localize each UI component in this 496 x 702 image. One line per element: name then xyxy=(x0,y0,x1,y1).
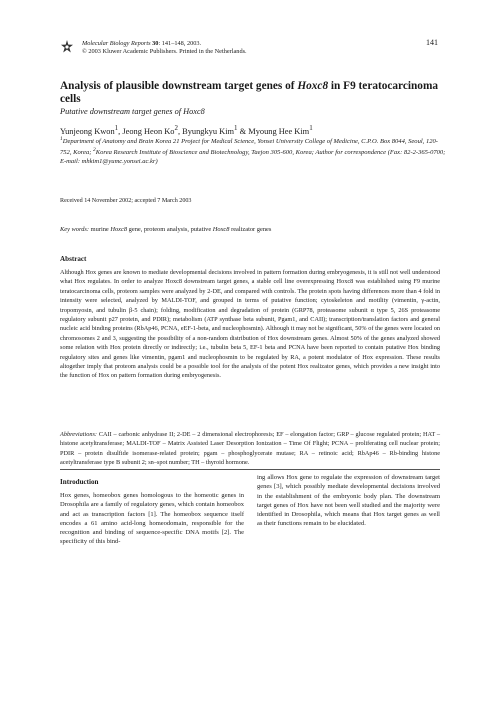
title-gene: Hoxc8 xyxy=(297,80,329,92)
keywords-line xyxy=(60,226,271,233)
journal-name: Molecular Biology Reports xyxy=(82,40,151,47)
author-affiliations xyxy=(60,135,448,166)
journal-pages: : 141–148, 2003. xyxy=(158,40,202,47)
author-affiliation-mark: 1 xyxy=(234,124,238,132)
keywords-text: realizator genes xyxy=(229,226,272,233)
journal-citation xyxy=(82,40,247,56)
article-subtitle: Putative downstream target genes of Hoxc8 xyxy=(60,107,205,116)
abbreviations-paragraph xyxy=(60,430,440,468)
received-date: Received 14 November 2002; accepted 7 March 2003 xyxy=(60,198,192,204)
keywords-text: murine xyxy=(89,226,111,233)
author-affiliation-mark: 2 xyxy=(174,124,178,132)
title-part1: Analysis of plausible downstream target genes of xyxy=(60,80,298,92)
author-name: Myoung Hee Kim xyxy=(248,126,310,136)
affiliation-mark: 2 xyxy=(93,147,96,154)
author-separator: , xyxy=(118,126,123,136)
keywords-gene: Hoxc8 xyxy=(110,226,128,233)
page-number: 141 xyxy=(426,38,438,47)
journal-volume: 30 xyxy=(152,40,159,47)
author-affiliation-mark: 1 xyxy=(114,124,119,132)
title-part2: in F9 teratocarcinoma cells xyxy=(60,80,439,105)
introduction-left-column: Hox genes, homeobox genes homologous to the homeotic genes in Drosophila are a family of regulatory genes, which contain homeobox and act as transcription factors [1]. The homeobox sequence itself encodes a 61 amino acid-long homeodomain, responsible for the recognition and binding of sequence-specific DNA motifs [2]. The specificity of this bind- xyxy=(60,492,244,546)
keywords-gene: Hoxc8 xyxy=(212,226,230,233)
introduction-heading: Introduction xyxy=(60,478,99,486)
author-name: Jeong Heon Ko xyxy=(122,126,175,136)
copyright-line: © 2003 Kluwer Academic Publishers. Printed in the Netherlands. xyxy=(82,48,247,55)
author-separator: & xyxy=(237,126,249,136)
abbreviations-label: Abbreviations: xyxy=(60,431,98,438)
author-name: Byungkyu Kim xyxy=(182,126,235,136)
section-divider xyxy=(60,469,440,470)
introduction-right-column: ing allows Hox gene to regulate the expression of downstream target genes [3], which possibly mediate developmental decisions involved in the establishment of the embryonic body plan. The downstream target genes of Hox have not been well studied and the majority were identified in Drosophila, which means that Hox target genes as well as their functions remain to be elucidated. xyxy=(257,474,440,528)
publisher-logo-icon xyxy=(60,40,74,54)
affiliation-text: Department of Anatomy and Brain Korea 21 Project for Medical Science, Yonsei University College of Medicine, C.P.O. Box 8044, Seoul, 120-752, Korea; xyxy=(60,138,438,157)
author-separator: , xyxy=(177,126,183,136)
author-name: Yunjeong Kwon xyxy=(60,126,115,136)
keywords-label: Key words: xyxy=(60,226,90,233)
affiliation-text: Korea Research Institute of Bioscience and Biotechnology, Taejon 305-600, Korea; Author for correspondence (Fax: 82-2-365-0700; E-mail: mhkim1@yumc.yonsei.ac.kr) xyxy=(60,149,446,166)
author-affiliation-mark: 1 xyxy=(309,124,313,132)
abstract-body: Although Hox genes are known to mediate developmental decisions involved in pattern formation during embryogenesis, it is still not well understood what Hox regulates. In order to analyze Hoxc8 downstream target genes, a stable cell line overexpressing Hoxc8 was established using F9 murine teratocarcinoma cells, proteom samples were analyzed by 2-DE, and compared with controls. The protein spots having differences more than 4 fold in intensity were selected, analyzed by MALDI-TOF, and grouped in terms of putative function; cytoskeleton and motility (vimentin, γ-actin, tropomyosin, and tubulin β-5 chain); folding, modification and degradation of protein (GRP78, proteasome subunit α type 5, 26S proteasome regulatory subunit p27 protein, and PDIR); metabolism (ATP synthase beta subunit, Pgam1, and CAII); transcription/translation factors and general nucleic acid binding proteins (RbAp46, PCNA, eEF-1-beta, and nucleophosmin). Although it may not be significant, 50% of the genes were located on chromosomes 2 and 3, suggesting the possibility of a non-random distribution of Hox downstream genes. Almost 50% of the genes analyzed showed some relation with Hox protein directly or indirectly; i.e., tubulin beta 5, EF-1 beta and PCNA have been reported to contain putative Hox binding regulatory sites and genes like vimentin, pgam1 and nucleophosmin to be regulated by RA, a potent modulator of Hox expression. These results altogether imply that proteom analysis could be a possible tool for the analysis of the potent Hox realizator genes, which provides a new insight into the function of Hox on pattern formation during embryogenesis. xyxy=(60,269,440,380)
keywords-text: gene, proteom analysis, putative xyxy=(127,226,213,233)
article-title xyxy=(60,80,440,106)
abstract-heading: Abstract xyxy=(60,255,87,263)
affiliation-mark: 1 xyxy=(60,136,63,142)
abbreviations-text: CAII – carbonic anhydrase II; 2-DE – 2 dimensional electrophoresis; EF – elongation factor; GRP – glucose regulated protein; HAT – histone acetyltransferase; MALDI-TOF – Matrix Assisted Laser Desorption Ionization – Time Of Flight; PCNA – proliferating cell nuclear protein; PDIR – protein disulfide isomerase-related protein; pgam – phosphoglycerate mutase; RA – retinoic acid; RbAp46 – Rb-binding histone acetyltransferase type B subunit 2; sn–spot number; TH – thyroid hormone. xyxy=(60,431,440,467)
